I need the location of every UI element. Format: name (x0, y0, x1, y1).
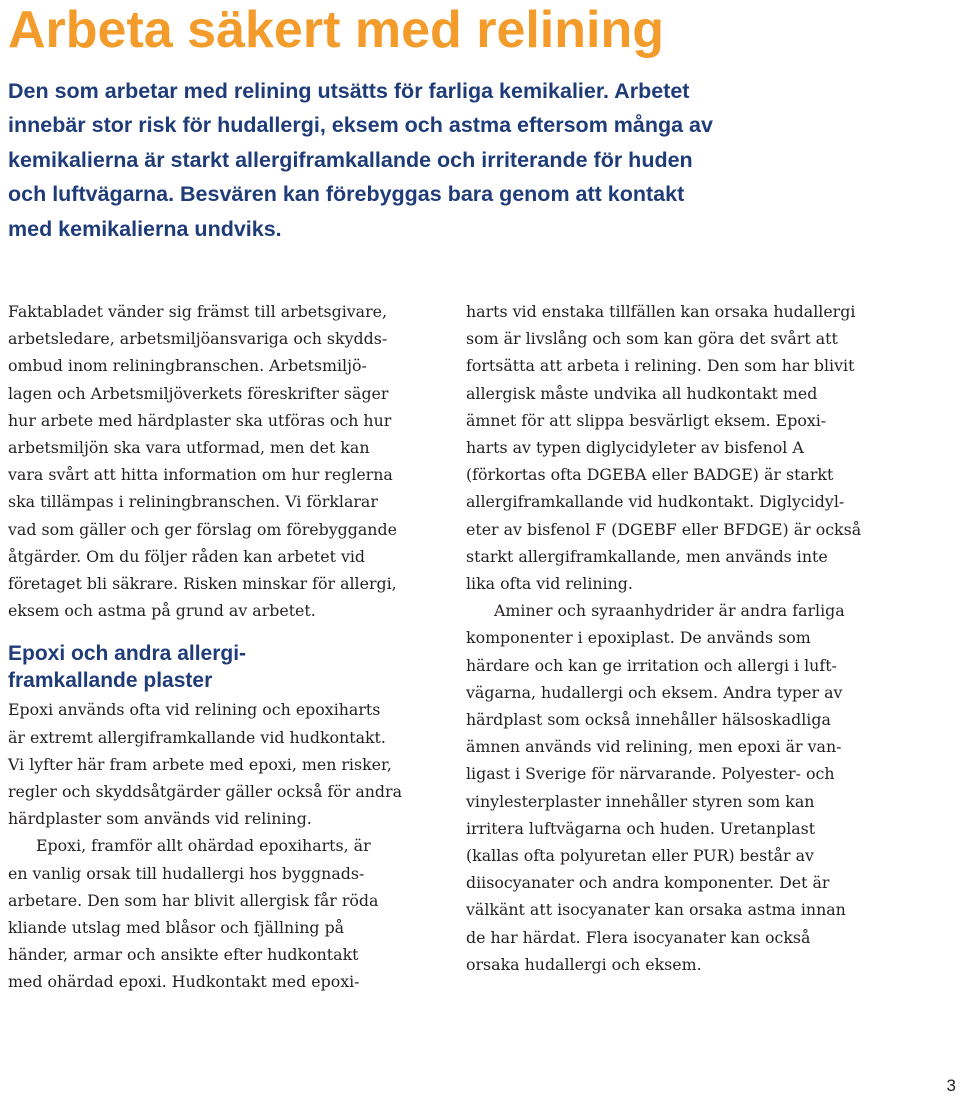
intro-line: företaget bli säkrare. Risken minskar för allergi, (8, 574, 397, 594)
right-line: eter av bisfenol F (DGEBF eller BFDGE) är också (466, 519, 862, 539)
right-line: välkänt att isocyanater kan orsaka astma innan (466, 900, 846, 920)
intro-line: hur arbete med härdplaster ska utföras och hur (8, 410, 392, 430)
lead-line: kemikalierna är starkt allergiframkallande och irriterande för huden (8, 147, 693, 172)
right-line: (förkortas ofta DGEBA eller BADGE) är starkt (466, 465, 834, 485)
intro-paragraph (8, 298, 428, 624)
section-line: Vi lyfter här fram arbete med epoxi, men risker, (8, 754, 392, 774)
section-line: händer, armar och ansikte efter hudkontakt (8, 945, 359, 965)
right-line: Aminer och syraanhydrider är andra farliga (494, 601, 845, 621)
right-line: härdare och kan ge irritation och allergi i luft- (466, 655, 837, 675)
right-line: lika ofta vid relining. (466, 574, 633, 594)
right-line: harts vid enstaka tillfällen kan orsaka hudallergi (466, 302, 856, 321)
right-paragraph-2 (466, 597, 896, 978)
section-line: en vanlig orsak till hudallergi hos byggnads- (8, 863, 365, 883)
right-line: diisocyanater och andra komponenter. Det är (466, 873, 830, 893)
section-heading-line: Epoxi och andra allergi- (8, 642, 247, 666)
page-number: 3 (946, 1076, 956, 1095)
section-line: Epoxi används ofta vid relining och epoxiharts (8, 700, 381, 720)
right-line: (kallas ofta polyuretan eller PUR) består av (466, 846, 814, 866)
intro-line: eksem och astma på grund av arbetet. (8, 601, 316, 621)
right-line: härdplast som också innehåller hälsoskadliga (466, 710, 831, 730)
lead-line: innebär stor risk för hudallergi, eksem och astma eftersom många av (8, 113, 713, 138)
section-line: med ohärdad epoxi. Hudkontakt med epoxi- (8, 972, 360, 992)
right-line: vägarna, hudallergi och eksem. Andra typer av (466, 682, 843, 702)
right-line: ämnen används vid relining, men epoxi är van- (466, 737, 842, 757)
right-line: komponenter i epoxiplast. De används som (466, 628, 811, 648)
intro-line: arbetsmiljön ska vara utformad, men det kan (8, 438, 370, 458)
right-line: allergisk måste undvika all hudkontakt med (466, 383, 818, 403)
right-line: ligast i Sverige för närvarande. Polyester- och (466, 764, 835, 784)
lead-line: med kemikalierna undviks. (8, 216, 282, 241)
section-paragraph-2 (8, 832, 428, 995)
intro-line: vara svårt att hitta information om hur reglerna (8, 465, 393, 485)
intro-line: Faktabladet vänder sig främst till arbetsgivare, (8, 302, 388, 321)
right-column (466, 298, 896, 978)
section-line: arbetare. Den som har blivit allergisk får röda (8, 890, 379, 910)
right-line: allergiframkallande vid hudkontakt. Diglycidyl- (466, 492, 845, 512)
right-paragraph-1 (466, 298, 896, 597)
intro-line: arbetsledare, arbetsmiljöansvariga och skydds- (8, 329, 388, 349)
page-title: Arbeta säkert med relining (8, 1, 664, 59)
section-heading (8, 640, 428, 694)
intro-line: ska tillämpas i reliningbranschen. Vi förklarar (8, 492, 378, 512)
right-line: harts av typen diglycidyleter av bisfenol A (466, 438, 804, 458)
intro-line: vad som gäller och ger förslag om förebyggande (8, 519, 397, 539)
right-line: irritera luftvägarna och huden. Uretanplast (466, 818, 816, 838)
right-line: som är livslång och som kan göra det svårt att (466, 329, 838, 349)
lead-line: och luftvägarna. Besvären kan förebyggas bara genom att kontakt (8, 182, 685, 207)
section-line: regler och skyddsåtgärder gäller också för andra (8, 782, 402, 802)
lead-paragraph (8, 74, 713, 246)
intro-line: lagen och Arbetsmiljöverkets föreskrifter säger (8, 383, 389, 403)
intro-line: ombud inom reliningbranschen. Arbetsmiljö- (8, 356, 367, 376)
section-heading-line: framkallande plaster (8, 669, 213, 693)
right-line: de har härdat. Flera isocyanater kan också (466, 927, 811, 947)
left-column (8, 298, 428, 996)
intro-line: åtgärder. Om du följer råden kan arbetet vid (8, 546, 366, 566)
right-line: ämnet för att slippa besvärligt eksem. Epoxi- (466, 410, 827, 430)
right-line: starkt allergiframkallande, men används inte (466, 546, 828, 566)
right-line: fortsätta att arbeta i relining. Den som har blivit (466, 356, 855, 376)
section-line: Epoxi, framför allt ohärdad epoxiharts, är (36, 836, 371, 856)
section-line: är extremt allergiframkallande vid hudkontakt. (8, 727, 386, 747)
right-line: orsaka hudallergi och eksem. (466, 954, 702, 974)
lead-line: Den som arbetar med relining utsätts för farliga kemikalier. Arbetet (8, 79, 690, 103)
section-line: härdplaster som används vid relining. (8, 809, 312, 829)
section-line: kliande utslag med blåsor och fjällning på (8, 918, 345, 938)
section-paragraph-1 (8, 696, 428, 832)
right-line: vinylesterplaster innehåller styren som kan (466, 791, 815, 811)
